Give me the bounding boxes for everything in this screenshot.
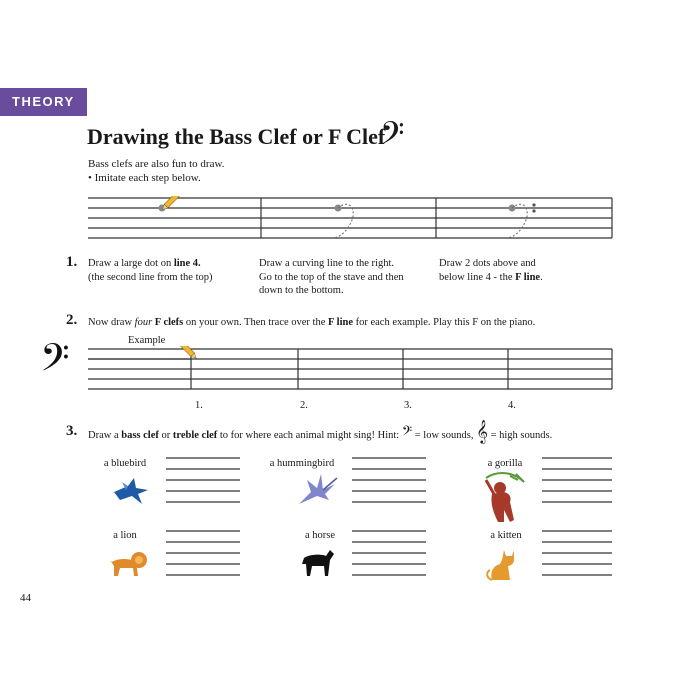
- step3-number: 3.: [66, 423, 78, 439]
- page-title: Drawing the Bass Clef or F Clef: [87, 124, 386, 149]
- animal-label-horse: a horse: [304, 530, 336, 541]
- pencil-icon: [176, 346, 198, 360]
- step1-col3: Draw 2 dots above and below line 4 - the F line.: [439, 258, 543, 283]
- animal-label-gorilla: a gorilla: [487, 458, 523, 469]
- measure-number: 3.: [404, 400, 412, 411]
- step1-col1: Draw a large dot on line 4. (the second line from the top): [88, 258, 213, 283]
- horse-icon: [300, 548, 336, 578]
- step1-col2: Draw a curving line to the right. Go to the top of the stave and then down to the bottom.: [259, 258, 404, 296]
- animal-label-bluebird: a bluebird: [103, 458, 147, 469]
- bluebird-icon: [112, 476, 150, 506]
- kitten-icon: [484, 546, 518, 582]
- intro-line-1: Bass clefs are also fun to draw.: [88, 158, 225, 170]
- example-bass-clef-icon: 𝄢: [40, 337, 70, 388]
- lion-icon: [108, 550, 148, 578]
- page-number: 44: [20, 592, 31, 604]
- step2-instructions: Now draw four F clefs on your own. Then trace over the F line for each example. Play this F on the piano.: [88, 317, 536, 328]
- bass-clef-icon: 𝄢: [380, 117, 405, 159]
- step1-number: 1.: [66, 254, 78, 270]
- step2-staff: [88, 346, 614, 396]
- example-label: Example: [128, 335, 166, 346]
- intro-line-2: • Imitate each step below.: [88, 172, 201, 184]
- animal-label-lion: a lion: [113, 530, 137, 541]
- section-tab: THEORY: [0, 88, 87, 116]
- animal-label-kitten: a kitten: [490, 530, 522, 541]
- answer-lines[interactable]: [0, 450, 700, 580]
- animal-label-hummingbird: a hummingbird: [269, 458, 335, 469]
- step3-instructions: Draw a bass clef or treble clef to for where each animal might sing! Hint: 𝄢 = low sounds, 𝄞 = high sounds.: [88, 421, 553, 443]
- measure-number: 4.: [508, 400, 516, 411]
- step2-number: 2.: [66, 312, 78, 328]
- bass-clef-icon: 𝄢: [401, 425, 413, 442]
- gorilla-icon: [480, 470, 528, 526]
- hummingbird-icon: [295, 470, 339, 508]
- step1-staff: [88, 196, 614, 244]
- intro-text: [88, 157, 224, 185]
- measure-number: 2.: [300, 400, 308, 411]
- treble-clef-icon: 𝄞: [476, 421, 488, 443]
- measure-number: 1.: [195, 400, 203, 411]
